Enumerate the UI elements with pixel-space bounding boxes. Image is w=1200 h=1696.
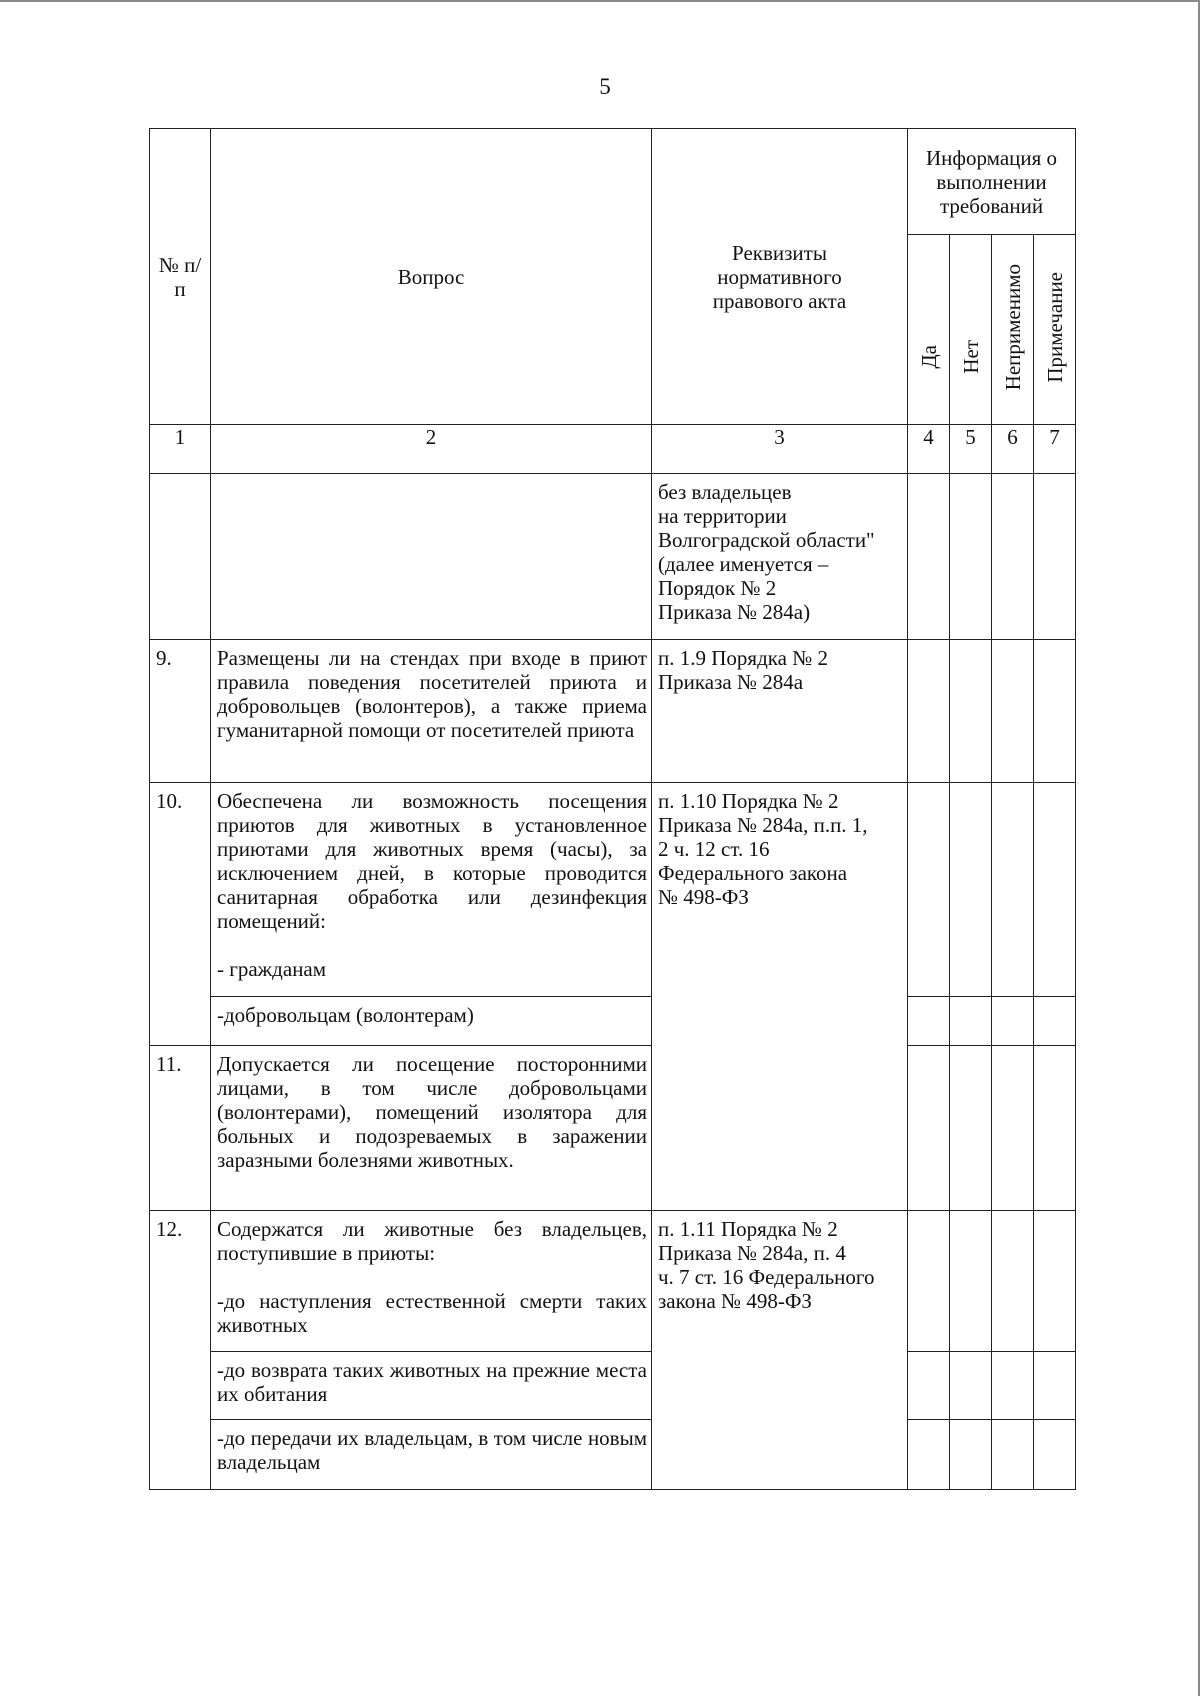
- answer-yes-cell: [908, 997, 950, 1046]
- continuation-ref: без владельцев на территории Волгоградской области" (далее именуется – Порядок № 2 Приказа № 284а): [652, 474, 908, 640]
- colnum-3: 3: [652, 425, 908, 474]
- row-number: 9.: [150, 640, 211, 783]
- answer-yes-cell: [908, 640, 950, 783]
- table-row-12: [150, 1211, 1076, 1352]
- answer-no-cell: [950, 474, 992, 640]
- answer-note-cell: [1034, 1420, 1076, 1490]
- ref-text: п. 1.9 Порядка № 2 Приказа № 284а: [652, 640, 908, 783]
- table-row-continuation: [150, 474, 1076, 640]
- answer-yes-cell: [908, 1211, 950, 1352]
- question-text: Содержатся ли животные без владельцев, поступившие в приюты:: [217, 1217, 647, 1265]
- column-number-row: [150, 425, 1076, 474]
- answer-note-cell: [1034, 997, 1076, 1046]
- colnum-2: 2: [211, 425, 652, 474]
- colnum-7: 7: [1034, 425, 1076, 474]
- question-sub-item: -до возврата таких животных на прежние места их обитания: [211, 1352, 652, 1420]
- header-na-cell: [992, 235, 1034, 425]
- checklist-table: [149, 128, 1076, 1490]
- colnum-6: 6: [992, 425, 1034, 474]
- header-info: Информация о выполнении требований: [908, 129, 1076, 235]
- table-row-11: [150, 1046, 1076, 1211]
- question-sub-item: -до передачи их владельцам, в том числе новым владельцам: [211, 1420, 652, 1490]
- table-row-12-sub-3: [150, 1420, 1076, 1490]
- question-text: Размещены ли на стендах при входе в приют правила поведения посетителей приюта и добровольцев (волонтеров), а также приема гуманитарной помощи от посетителей приюта: [211, 640, 652, 783]
- scan-edge-top: [0, 0, 1200, 2]
- answer-yes-cell: [908, 1352, 950, 1420]
- ref-text: п. 1.11 Порядка № 2 Приказа № 284а, п. 4 ч. 7 ст. 16 Федерального закона № 498-ФЗ: [652, 1211, 908, 1490]
- answer-no-cell: [950, 997, 992, 1046]
- question-cell: [211, 1211, 652, 1352]
- question-sub-item: - гражданам: [217, 957, 327, 981]
- answer-yes-cell: [908, 783, 950, 997]
- answer-no-cell: [950, 1046, 992, 1211]
- table-row-12-sub-2: [150, 1352, 1076, 1420]
- answer-no-cell: [950, 783, 992, 997]
- header-no-cell: [950, 235, 992, 425]
- question-text: Допускается ли посещение посторонними лицами, в том числе добровольцами (волонтерами), помещений изолятора для больных и подозреваемых в заражении заразными болезнями животных.: [211, 1046, 652, 1211]
- answer-na-cell: [992, 783, 1034, 997]
- ref-text: п. 1.10 Порядка № 2 Приказа № 284а, п.п. 1, 2 ч. 12 ст. 16 Федерального закона № 498-ФЗ: [652, 783, 908, 1211]
- header-yes-cell: [908, 235, 950, 425]
- answer-na-cell: [992, 1420, 1034, 1490]
- header-na: Неприменимо: [1000, 263, 1025, 391]
- header-num: № п/п: [150, 129, 211, 425]
- answer-no-cell: [950, 1211, 992, 1352]
- answer-na-cell: [992, 1211, 1034, 1352]
- colnum-5: 5: [950, 425, 992, 474]
- question-text: Обеспечена ли возможность посещения приютов для животных в установленное приютами для животных время (часы), за исключением дней, в которые проводится санитарная обработка или дезинфекция помещений:: [217, 789, 647, 933]
- answer-na-cell: [992, 474, 1034, 640]
- header-yes: Да: [916, 345, 941, 369]
- answer-na-cell: [992, 640, 1034, 783]
- answer-no-cell: [950, 640, 992, 783]
- answer-note-cell: [1034, 1046, 1076, 1211]
- table-row-10: [150, 783, 1076, 997]
- answer-note-cell: [1034, 1211, 1076, 1352]
- colnum-4: 4: [908, 425, 950, 474]
- answer-yes-cell: [908, 1420, 950, 1490]
- table-row-10-sub: [150, 997, 1076, 1046]
- question-sub-item: -добровольцам (волонтерам): [211, 997, 652, 1046]
- header-row-1: [150, 129, 1076, 235]
- header-ref: Реквизиты нормативного правового акта: [652, 129, 908, 425]
- answer-yes-cell: [908, 1046, 950, 1211]
- answer-na-cell: [992, 1352, 1034, 1420]
- header-no: Нет: [958, 340, 983, 374]
- colnum-1: 1: [150, 425, 211, 474]
- question-sub-item: -до наступления естественной смерти таких животных: [217, 1289, 647, 1337]
- answer-na-cell: [992, 1046, 1034, 1211]
- answer-yes-cell: [908, 474, 950, 640]
- answer-note-cell: [1034, 474, 1076, 640]
- answer-na-cell: [992, 997, 1034, 1046]
- answer-no-cell: [950, 1352, 992, 1420]
- header-note: Примечание: [1042, 271, 1067, 383]
- answer-note-cell: [1034, 783, 1076, 997]
- row-number: 11.: [150, 1046, 211, 1211]
- row-number: 12.: [150, 1211, 211, 1490]
- header-question: Вопрос: [211, 129, 652, 425]
- row-number: 10.: [150, 783, 211, 1046]
- table-row-9: [150, 640, 1076, 783]
- page-number: 5: [599, 74, 611, 99]
- answer-note-cell: [1034, 640, 1076, 783]
- answer-no-cell: [950, 1420, 992, 1490]
- question-cell: [211, 783, 652, 997]
- header-note-cell: [1034, 235, 1076, 425]
- answer-note-cell: [1034, 1352, 1076, 1420]
